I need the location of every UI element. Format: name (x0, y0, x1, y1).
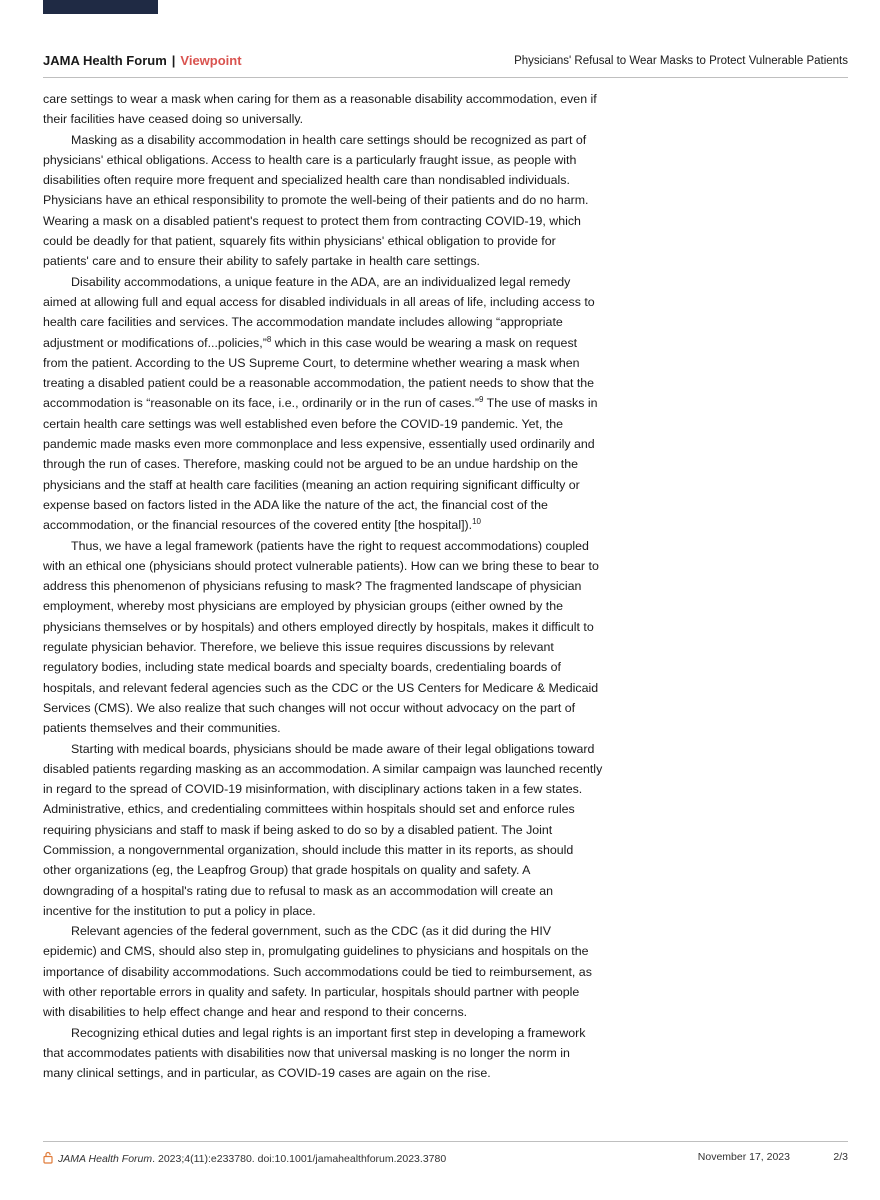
reference-10[interactable]: 10 (472, 517, 481, 527)
footer-citation[interactable]: . 2023;4(11):e233780. doi:10.1001/jamahealthforum.2023.3780 (152, 1153, 447, 1165)
page-header (43, 51, 848, 78)
footer-journal-name: JAMA Health Forum (58, 1153, 153, 1165)
paragraph-5: Starting with medical boards, physicians should be made aware of their legal obligations toward disabled patients regarding masking as an accommodation. A similar campaign was launched recently in regard to the spread of COVID-19 misinformation, with disciplinary actions taken in a few states. Administrative, ethics, and credentialing committees within hospitals should set and enforce rules requiring physicians and staff to mask if being asked to do so by a disabled patient. The Joint Commission, a nongovernmental organization, should include this matter in its reports, as should other organizations (eg, the Leapfrog Group) that grade hospitals on quality and safety. A downgrading of a hospital's rating due to refusal to mask as an accommodation will create an incentive for the institution to put a policy in place. (43, 741, 603, 918)
paragraph-3-text-b: which in this case would be wearing a mask on request from the patient. According to the US Supreme Court, to determine whether wearing a mask when treating a disabled patient could be a reasonable accommodation, the patient needs to show that the accommodation is “reasonable on its face, i.e., ordinarily or in the run of cases.” (43, 335, 595, 411)
header-separator: | (171, 53, 176, 68)
paragraph-3-text-c: The use of masks in certain health care settings was well established even before the COVID-19 pandemic. Yet, the pandemic made masks even more commonplace and less expensive, essentially used ordinarily and through the run of cases. Therefore, masking could not be argued to be an undue hardship on the physicians and the staff at health care facilities (meaning an action requiring significant difficulty or expense based on factors listed in the ADA like the nature of the act, the financial cost of the accommodation, or the financial resources of the covered entity [the hospital]). (43, 396, 598, 533)
page-footer (43, 1141, 848, 1165)
journal-label (43, 53, 242, 68)
article-section: Viewpoint (180, 53, 242, 68)
journal-name: JAMA Health Forum (43, 53, 167, 68)
reference-9[interactable]: 9 (478, 395, 484, 405)
running-title: Physicians' Refusal to Wear Masks to Protect Vulnerable Patients (514, 55, 848, 67)
open-access-lock-icon (43, 1151, 53, 1167)
reference-8[interactable]: 8 (266, 334, 272, 344)
paragraph-6: Relevant agencies of the federal government, such as the CDC (as it did during the HIV epidemic) and CMS, should also step in, promulgating guidelines to physicians and hospitals on the importance of disability accommodations. Such accommodations could be tied to reimbursement, as with other reportable errors in quality and safety. In particular, hospitals should partner with people with disabilities to help effect change and hear and respond to their concerns. (43, 924, 592, 1020)
paragraph-2: Masking as a disability accommodation in health care settings should be recognized as part of physicians' ethical obligations. Access to health care is a particularly fraught issue, as people with disabilities often require more frequent and specialized health care than nondisabled individuals. Physicians have an ethical responsibility to promote the well-being of their patients and do no harm. Wearing a mask on a disabled patient's request to protect them from contracting COVID-19, which could be deadly for that patient, squarely fits within physicians' ethical obligation to provide for patients' care and to ensure their ability to safely partake in health care settings. (43, 132, 589, 269)
citation-line (43, 1151, 446, 1167)
paragraph-7: Recognizing ethical duties and legal rights is an important first step in developing a framework that accommodates patients with disabilities now that universal masking is no longer the norm in many clinical settings, and in particular, as COVID-19 cases are again on the rise. (43, 1025, 586, 1081)
article-body (43, 89, 603, 1084)
top-color-bar (43, 0, 158, 14)
paragraph-4: Thus, we have a legal framework (patients have the right to request accommodations) coupled with an ethical one (physicians should protect vulnerable patients). How can we bring these to bear to address this phenomenon of physicians refusing to mask? The fragmented landscape of physician employment, whereby most physicians are employed by physician groups (either owned by the physicians themselves or by hospitals) and others employed directly by hospitals, makes it difficult to regulate physician behavior. Therefore, we believe this issue requires discussions by relevant regulatory bodies, including state medical boards and specialty boards, credentialing boards of hospitals, and relevant federal agencies such as the CDC or the US Centers for Medicare & Medicaid Services (CMS). We also realize that such changes will not occur without advocacy on the part of patients themselves and their communities. (43, 538, 599, 736)
page-number: 2/3 (833, 1151, 848, 1163)
paragraph-1: care settings to wear a mask when caring for them as a reasonable disability accommodation, even if their facilities have ceased doing so universally. (43, 92, 597, 127)
publication-date: November 17, 2023 (697, 1151, 790, 1163)
paragraph-3-text-a: Disability accommodations, a unique feature in the ADA, are an individualized legal remedy aimed at allowing full and equal access for disabled individuals in all areas of life, including access to health care facilities and services. The accommodation mandate includes allowing “appropriate adjustment or modifications of...policies,” (43, 274, 595, 350)
paragraph-3 (43, 272, 603, 536)
